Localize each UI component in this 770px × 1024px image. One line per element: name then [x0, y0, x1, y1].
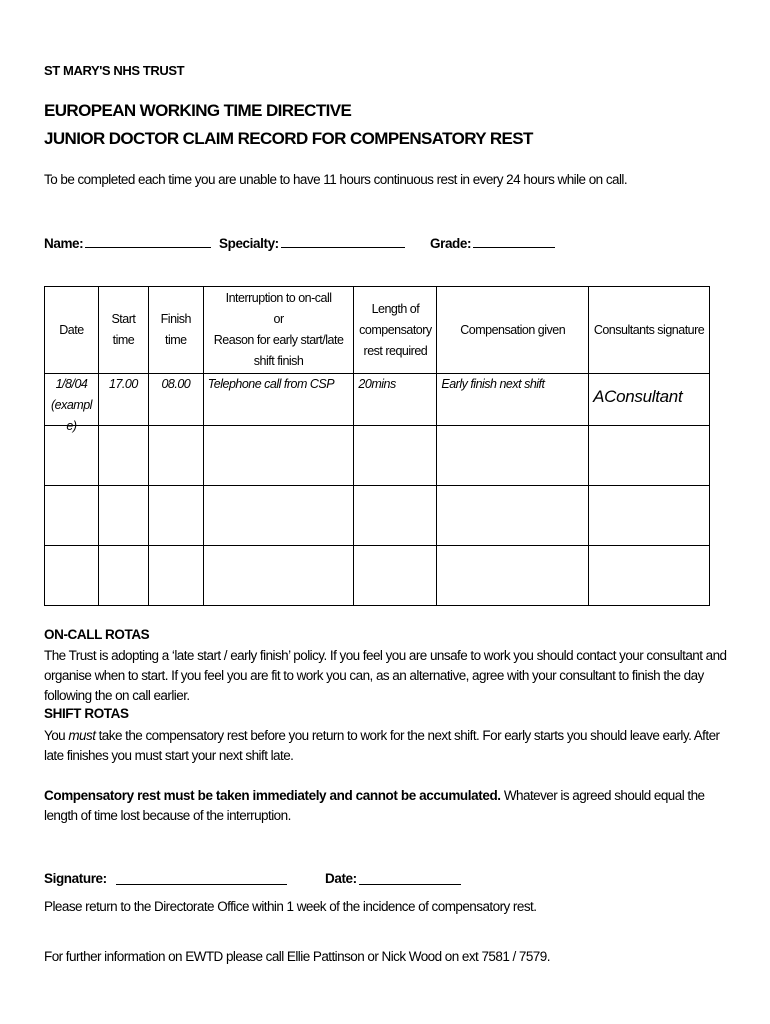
grade-label: Grade:	[430, 236, 472, 251]
table-row[interactable]	[45, 426, 710, 486]
table-cell[interactable]	[203, 546, 354, 606]
table-cell[interactable]	[98, 426, 148, 486]
signature-field[interactable]	[44, 871, 107, 886]
cell-interruption: Telephone call from CSP	[203, 374, 354, 426]
claims-table	[44, 286, 710, 606]
table-cell[interactable]	[354, 546, 437, 606]
table-cell[interactable]	[203, 486, 354, 546]
table-cell[interactable]	[354, 426, 437, 486]
specialty-blank[interactable]	[281, 234, 405, 248]
table-cell[interactable]	[45, 546, 99, 606]
table-cell[interactable]	[437, 426, 589, 486]
grade-blank[interactable]	[473, 234, 555, 248]
cell-compensation: Early finish next shift	[437, 374, 589, 426]
table-row[interactable]	[45, 486, 710, 546]
table-cell[interactable]	[203, 426, 354, 486]
must-emphasis: must	[68, 728, 96, 743]
trust-name: ST MARY'S NHS TRUST	[44, 63, 185, 78]
date-blank[interactable]	[359, 871, 461, 888]
col-interruption: Interruption to on-call or Reason for early start/late shift finish	[203, 287, 354, 374]
form-title-line-2: JUNIOR DOCTOR CLAIM RECORD FOR COMPENSATORY REST	[44, 129, 533, 148]
date-field[interactable]	[325, 871, 357, 886]
form-title-line-1: EUROPEAN WORKING TIME DIRECTIVE	[44, 101, 352, 120]
table-row-example	[45, 374, 710, 426]
signature-label: Signature:	[44, 871, 107, 886]
shift-text: You must take the compensatory rest before you return to work for the next shift. For early starts you should leave early. After late finishes you must start your next shift late.	[44, 728, 720, 763]
col-finish-time: Finish time	[148, 287, 203, 374]
name-blank[interactable]	[85, 234, 211, 248]
info-note: For further information on EWTD please call Ellie Pattinson or Nick Wood on ext 7581 / 7579.	[44, 949, 550, 964]
name-field[interactable]	[44, 234, 211, 251]
cell-finish: 08.00	[148, 374, 203, 426]
cell-signature	[589, 374, 710, 426]
table-cell[interactable]	[354, 486, 437, 546]
oncall-heading: ON-CALL ROTAS	[44, 627, 150, 642]
col-length: Length of compensatory rest required	[354, 287, 437, 374]
table-cell[interactable]	[589, 486, 710, 546]
table-cell[interactable]	[148, 426, 203, 486]
col-compensation: Compensation given	[437, 287, 589, 374]
return-note: Please return to the Directorate Office within 1 week of the incidence of compensatory rest.	[44, 899, 537, 914]
signature-blank[interactable]	[116, 871, 287, 888]
specialty-field[interactable]	[219, 234, 405, 251]
date-label: Date:	[325, 871, 357, 886]
table-row[interactable]	[45, 546, 710, 606]
table-header-row	[45, 287, 710, 374]
table-cell[interactable]	[98, 486, 148, 546]
table-cell[interactable]	[148, 546, 203, 606]
table-cell[interactable]	[437, 546, 589, 606]
name-label: Name:	[44, 236, 84, 251]
compensatory-rule-bold: Compensatory rest must be taken immediately and cannot be accumulated.	[44, 788, 501, 803]
cell-length: 20mins	[354, 374, 437, 426]
table-cell[interactable]	[148, 486, 203, 546]
shift-heading: SHIFT ROTAS	[44, 706, 129, 721]
col-start-time: Start time	[98, 287, 148, 374]
oncall-text: The Trust is adopting a ‘late start / early finish’ policy. If you feel you are unsafe to work you should contact your consultant and organise when to start. If you feel you are fit to work you can, as an alternative, agree with your consultant to finish the day following the on call earlier.	[44, 648, 727, 703]
cell-start: 17.00	[98, 374, 148, 426]
specialty-label: Specialty:	[219, 236, 279, 251]
table-cell[interactable]	[589, 546, 710, 606]
col-date: Date	[45, 287, 99, 374]
table-cell[interactable]	[437, 486, 589, 546]
cell-date: 1/8/04 (exampl e)	[45, 374, 99, 426]
col-consultant-signature: Consultants signature	[589, 287, 710, 374]
table-cell[interactable]	[98, 546, 148, 606]
table-cell[interactable]	[45, 486, 99, 546]
compensatory-rule: Compensatory rest must be taken immediately and cannot be accumulated. Whatever is agreed should equal the length of time lost because of the interruption.	[44, 788, 705, 823]
grade-field[interactable]	[430, 234, 555, 251]
consultant-signature: AConsultant	[593, 387, 683, 406]
table-cell[interactable]	[589, 426, 710, 486]
form-intro: To be completed each time you are unable to have 11 hours continuous rest in every 24 hours while on call.	[44, 172, 628, 187]
